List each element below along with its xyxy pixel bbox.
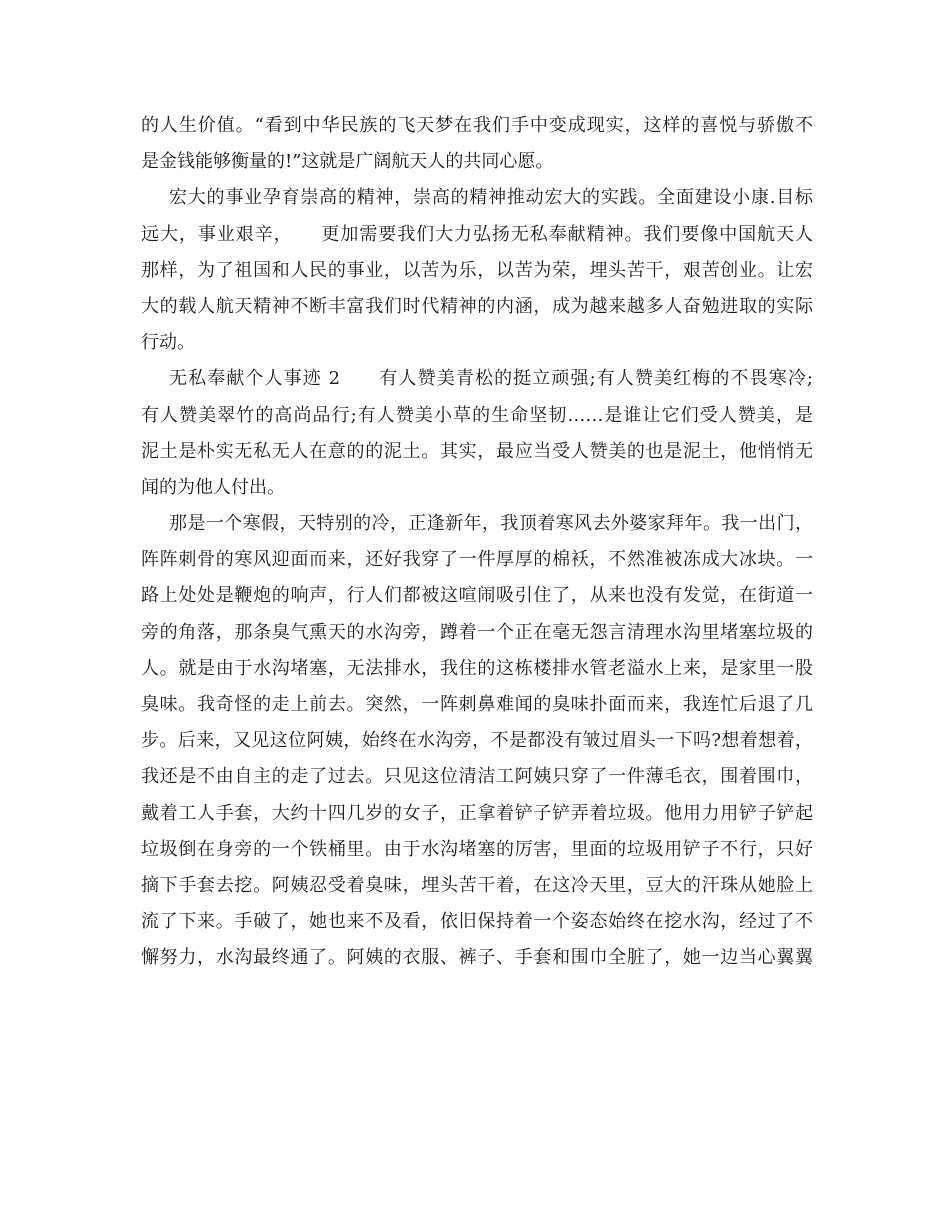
text-line: 懈努力，水沟最终通了。阿姨的衣服、裤子、手套和围巾全脏了，她一边当心翼翼	[141, 947, 813, 969]
text-line: 的人生价值。“看到中华民族的飞天梦在我们手中变成现实，这样的喜悦与骄傲不	[141, 115, 813, 136]
text-line: 是金钱能够衡量的!”这就是广阔航天人的共同心愿。	[141, 151, 554, 173]
text-line: 无私奉献个人事迹 2 有人赞美青松的挺立顽强;有人赞美红梅的不畏寒冷;	[169, 368, 813, 390]
text-line: 我还是不由自主的走了过去。只见这位清洁工阿姨只穿了一件薄毛衣，围着围巾，	[141, 766, 813, 788]
text-line: 垃圾倒在身旁的一个铁桶里。由于水沟堵塞的厉害，里面的垃圾用铲子不行，只好	[141, 838, 813, 860]
text-line: 阵阵刺骨的寒风迎面而来，还好我穿了一件厚厚的棉袄，不然准被冻成大冰块。一	[141, 549, 813, 571]
text-line: 行动。	[141, 332, 195, 354]
text-line: 宏大的事业孕育崇高的精神，崇高的精神推动宏大的实践。全面建设小康.目标	[169, 187, 813, 209]
text-line: 那样，为了祖国和人民的事业，以苦为乐，以苦为荣，埋头苦干，艰苦创业。让宏	[141, 259, 813, 281]
text-line: 闻的为他人付出。	[141, 476, 285, 498]
text-line: 那是一个寒假，天特别的冷，正逢新年，我顶着寒风去外婆家拜年。我一出门，	[169, 513, 813, 535]
document-body-text	[141, 108, 813, 977]
text-line: 旁的角落，那条臭气熏天的水沟旁，蹲着一个正在毫无怨言清理水沟里堵塞垃圾的	[141, 621, 813, 643]
text-line: 摘下手套去挖。阿姨忍受着臭味，埋头苦干着，在这冷天里，豆大的汗珠从她脸上	[141, 874, 813, 896]
text-line: 泥土是朴实无私无人在意的的泥土。其实，最应当受人赞美的也是泥土，他悄悄无	[141, 440, 813, 462]
text-line: 臭味。我奇怪的走上前去。突然，一阵刺鼻难闻的臭味扑面而来，我连忙后退了几	[141, 694, 813, 715]
text-line: 流了下来。手破了，她也来不及看，依旧保持着一个姿态始终在挖水沟，经过了不	[141, 911, 813, 933]
text-line: 路上处处是鞭炮的响声，行人们都被这喧闹吸引住了，从来也没有发觉，在街道一	[141, 585, 813, 607]
text-line: 人。就是由于水沟堵塞，无法排水，我住的这栋楼排水管老溢水上来，是家里一股	[141, 657, 813, 679]
text-line: 远大，事业艰辛， 更加需要我们大力弘扬无私奉献精神。我们要像中国航天人	[141, 223, 813, 245]
text-line: 大的载人航天精神不断丰富我们时代精神的内涵，成为越来越多人奋勉进取的实际	[141, 295, 813, 317]
text-line: 步。后来，又见这位阿姨，始终在水沟旁，不是都没有皱过眉头一下吗?想着想着，	[141, 730, 813, 752]
text-line: 有人赞美翠竹的高尚品行;有人赞美小草的生命坚韧……是谁让它们受人赞美，是	[141, 404, 813, 426]
text-line: 戴着工人手套，大约十四几岁的女子，正拿着铲子铲弄着垃圾。他用力用铲子铲起	[141, 802, 813, 824]
